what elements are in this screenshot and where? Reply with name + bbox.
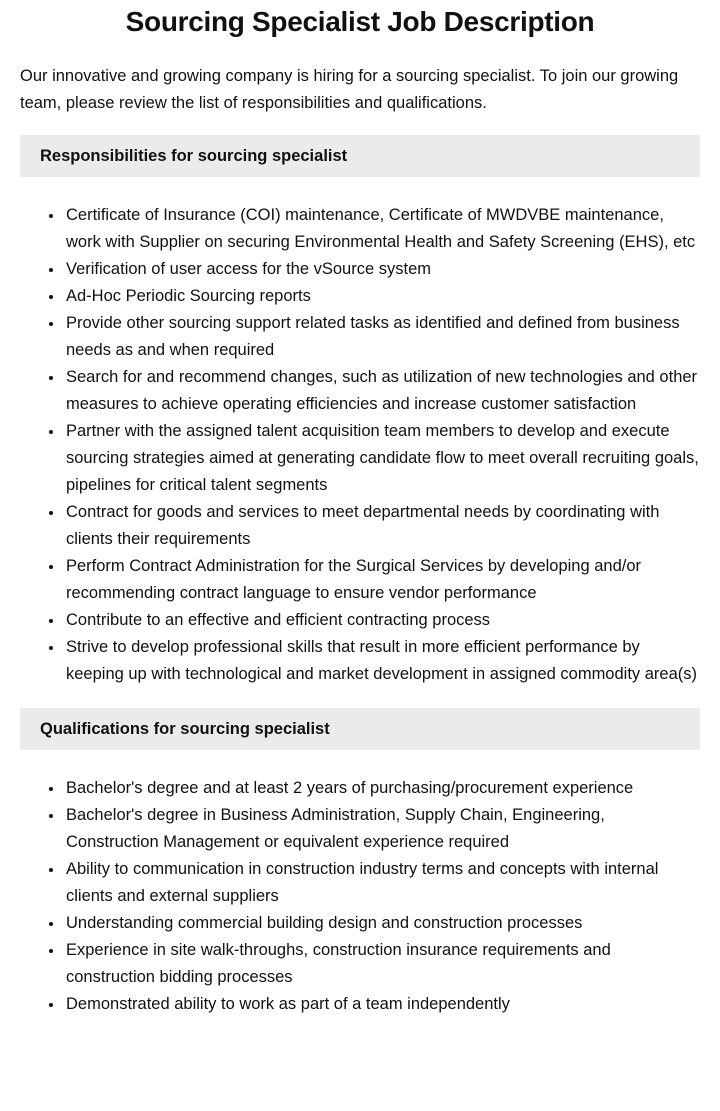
- section-header-responsibilities: [20, 135, 700, 177]
- section-heading-label: Responsibilities for sourcing specialist: [40, 146, 348, 165]
- page-title: Sourcing Specialist Job Description: [125, 6, 595, 37]
- responsibilities-list: [20, 202, 700, 688]
- responsibility-item: • Strive to develop professional skills that result in more efficient performance by keeping up with technological and market development in assigned commodity area(s): [64, 634, 700, 688]
- qualification-item: • Bachelor's degree and at least 2 years of purchasing/procurement experience: [64, 775, 700, 802]
- responsibility-item: • Certificate of Insurance (COI) maintenance, Certificate of MWDVBE maintenance, work with Supplier on securing Environmental Health and Safety Screening (EHS), etc: [64, 202, 700, 256]
- qualification-item: • Experience in site walk-throughs, construction insurance requirements and construction bidding processes: [64, 937, 700, 991]
- responsibility-item: • Ad-Hoc Periodic Sourcing reports: [64, 283, 700, 310]
- section-header-qualifications: [20, 708, 700, 750]
- qualifications-list: [20, 775, 700, 1018]
- responsibility-item: • Verification of user access for the vSource system: [64, 256, 700, 283]
- intro-paragraph: Our innovative and growing company is hiring for a sourcing specialist. To join our growing team, please review the list of responsibilities and qualifications.: [20, 67, 679, 112]
- responsibility-item: • Contribute to an effective and efficient contracting process: [64, 607, 700, 634]
- responsibility-item: • Search for and recommend changes, such as utilization of new technologies and other measures to achieve operating efficiencies and increase customer satisfaction: [64, 364, 700, 418]
- responsibility-item: • Contract for goods and services to meet departmental needs by coordinating with clients their requirements: [64, 499, 700, 553]
- responsibility-item: • Provide other sourcing support related tasks as identified and defined from business needs as and when required: [64, 310, 700, 364]
- qualification-item: • Bachelor's degree in Business Administration, Supply Chain, Engineering, Construction Management or equivalent experience required: [64, 802, 700, 856]
- qualification-item: • Ability to communication in construction industry terms and concepts with internal clients and external suppliers: [64, 856, 700, 910]
- section-heading-label: Qualifications for sourcing specialist: [40, 719, 330, 738]
- qualification-item: • Demonstrated ability to work as part of a team independently: [64, 991, 700, 1018]
- responsibility-item: • Partner with the assigned talent acquisition team members to develop and execute sourcing strategies aimed at generating candidate flow to meet overall recruiting goals, pipelines for critical talent segments: [64, 418, 700, 499]
- responsibility-item: • Perform Contract Administration for the Surgical Services by developing and/or recommending contract language to ensure vendor performance: [64, 553, 700, 607]
- qualification-item: • Understanding commercial building design and construction processes: [64, 910, 700, 937]
